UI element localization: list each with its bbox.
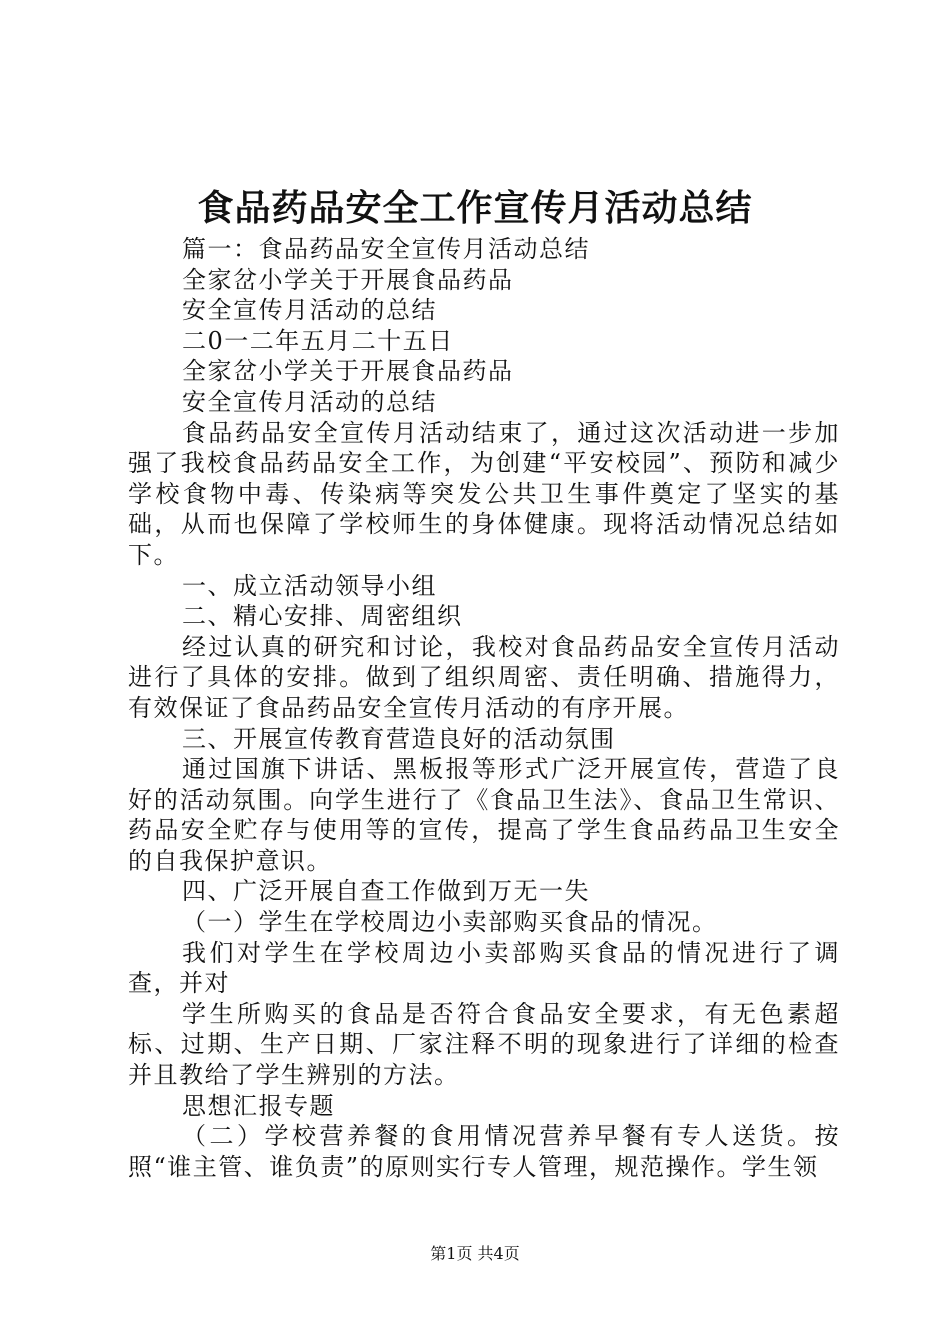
school-name-line: 全家岔小学关于开展食品药品	[182, 265, 514, 294]
report-topic-line: 思想汇报专题	[182, 1091, 335, 1120]
school-name-line-repeat: 全家岔小学关于开展食品药品	[182, 357, 514, 386]
summary-title-line-repeat: 安全宣传月活动的总结	[182, 387, 437, 416]
section-heading-one: 一、成立活动领导小组	[182, 571, 437, 600]
section-heading-two: 二、精心安排、周密组织	[182, 602, 463, 631]
section-heading-three: 三、开展宣传教育营造良好的活动氛围	[182, 724, 616, 753]
page-footer: 第1页 共4页	[430, 1244, 520, 1263]
subsection-one-paragraph-continued: 学生所购买的食品是否符合食品安全要求，有无色素超标、过期、生产日期、厂家注释不明的现象进行了详细的检查并且教给了学生辨别的方法。	[128, 999, 840, 1090]
section-three-paragraph: 通过国旗下讲话、黑板报等形式广泛开展宣传，营造了良好的活动氛围。向学生进行了《食品卫生法》、食品卫生常识、药品安全贮存与使用等的宣传，提高了学生食品药品卫生安全的自我保护意识。	[128, 755, 840, 875]
subsection-one-paragraph: 我们对学生在学校周边小卖部购买食品的情况进行了调查，并对	[128, 938, 840, 998]
section-two-paragraph: 经过认真的研究和讨论，我校对食品药品安全宣传月活动进行了具体的安排。做到了组织周密、责任明确、措施得力，有效保证了食品药品安全宣传月活动的有序开展。	[128, 632, 840, 722]
date-line: 二0一二年五月二十五日	[182, 326, 454, 355]
document-title: 食品药品安全工作宣传月活动总结	[197, 188, 753, 229]
document-body	[128, 234, 840, 1182]
intro-paragraph: 食品药品安全宣传月活动结束了，通过这次活动进一步加强了我校食品药品安全工作，为创建“平安校园”、预防和减少学校食物中毒、传染病等突发公共卫生事件奠定了坚实的基础，从而也保障了学校师生的身体健康。现将活动情况总结如下。	[128, 418, 840, 569]
section-heading-four: 四、广泛开展自查工作做到万无一失	[182, 877, 590, 906]
subsection-two-paragraph: （二）学校营养餐的食用情况营养早餐有专人送货。按照“谁主管、谁负责”的原则实行专人管理，规范操作。学生领	[128, 1122, 840, 1181]
heading-article-one: 篇一：食品药品安全宣传月活动总结	[182, 235, 590, 263]
summary-title-line: 安全宣传月活动的总结	[182, 296, 437, 325]
subsection-heading-one: （一）学生在学校周边小卖部购买食品的情况。	[182, 908, 718, 937]
